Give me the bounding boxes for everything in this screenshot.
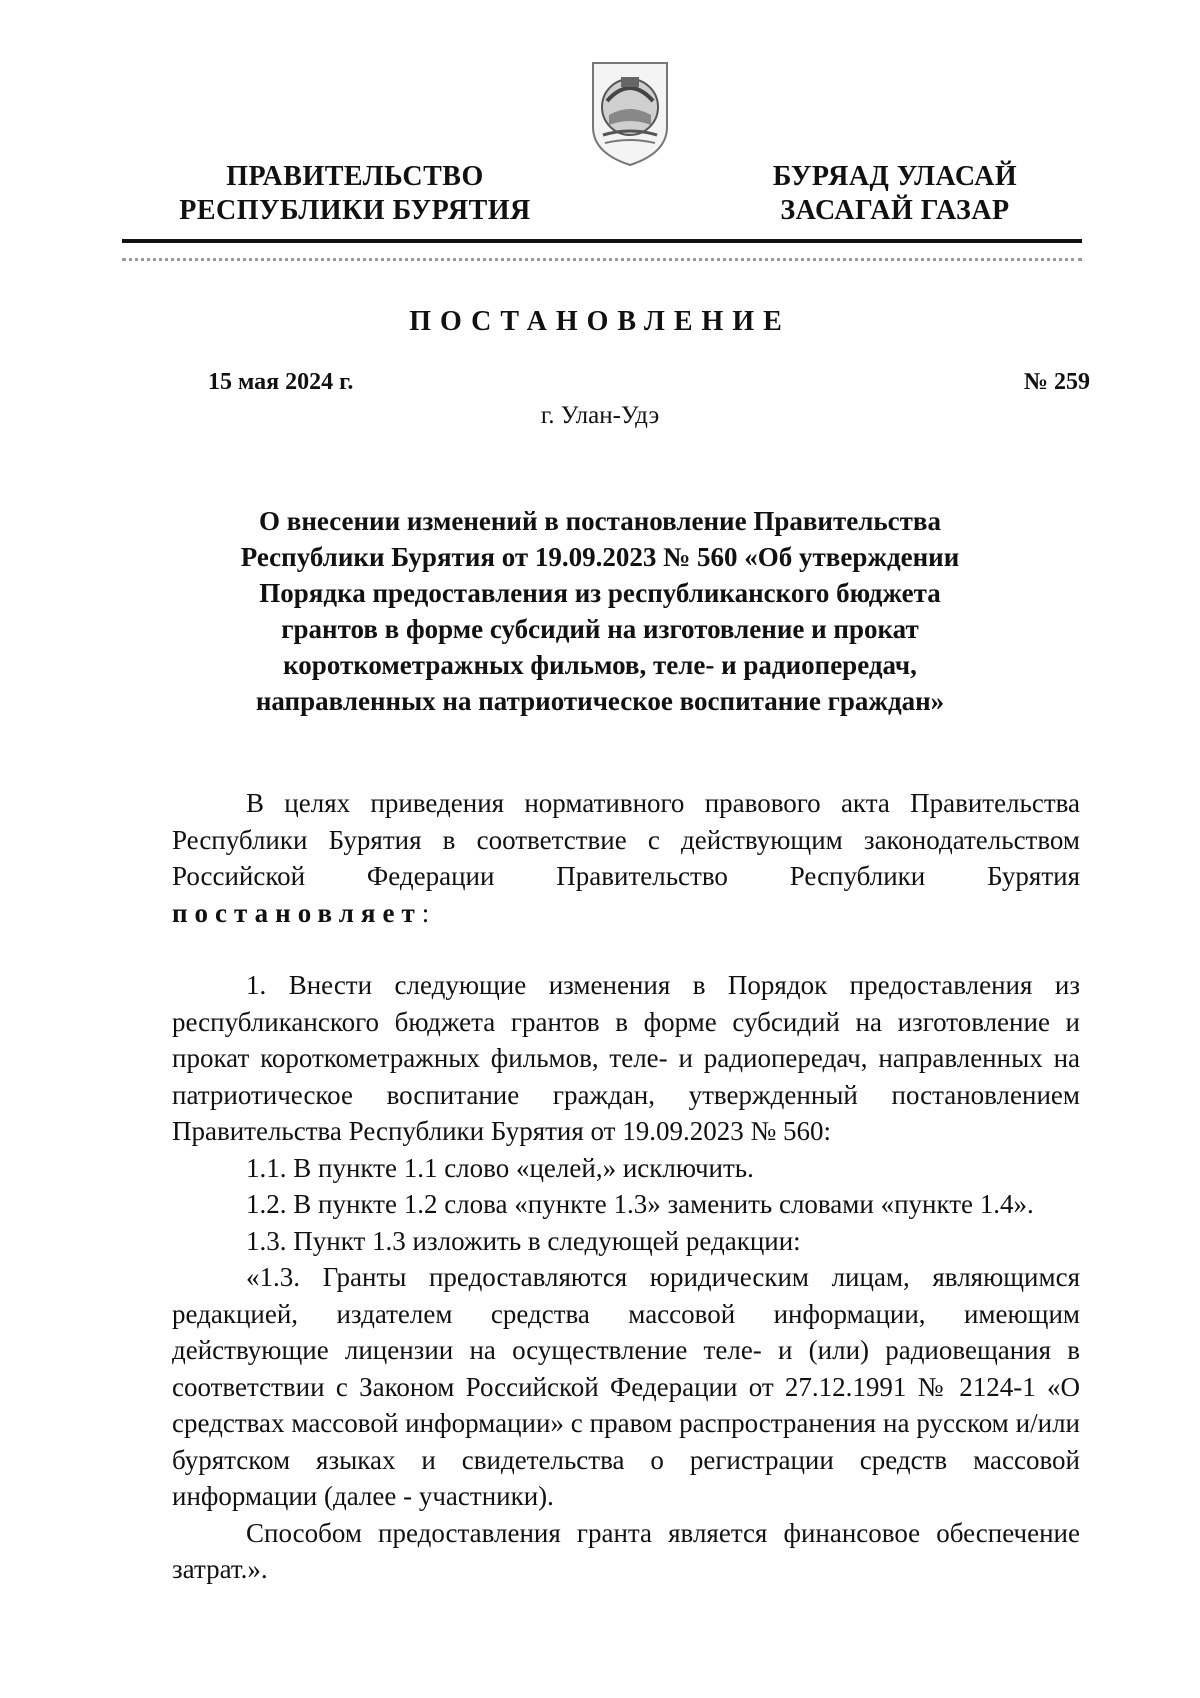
method-paragraph: Способом предоставления гранта является финансовое обеспечение затрат.».	[172, 1517, 1080, 1584]
item-1-2-paragraph: 1.2. В пункте 1.2 слова «пункте 1.3» заменить словами «пункте 1.4».	[246, 1189, 1034, 1219]
title-line: О внесении изменений в постановление Правительства	[259, 506, 941, 536]
title-line: грантов в форме субсидий на изготовление и прокат	[281, 614, 919, 644]
preamble-paragraph	[172, 785, 1080, 931]
document-number: № 259	[1023, 369, 1090, 395]
preamble-end: :	[421, 897, 430, 928]
title-line: направленных на патриотическое воспитание граждан»	[255, 686, 945, 716]
item-1-1-paragraph: 1.1. В пункте 1.1 слово «целей,» исключить.	[246, 1152, 754, 1183]
issuer-buryat-line1: БУРЯАД УЛАСАЙ	[772, 161, 1018, 192]
issuer-russian-line1: ПРАВИТЕЛЬСТВО	[226, 161, 484, 192]
issuer-buryat-line2: ЗАСАГАЙ ГАЗАР	[780, 195, 1010, 226]
quote-paragraph: «1.3. Гранты предоставляются юридическим лицам, являющимся редакцией, издателем средства массовой информации, имеющим действующие лицензии на осуществление теле- и (или) радиовещания в соответствии с Законом Российской Федерации от 27.12.1991 № 2124-1 «О средствах массовой информации» с правом распространения на русском и/или бурятском языках и свидетельства о регистрации средств массовой информации (далее - участники).	[172, 1262, 1080, 1511]
item-1-3-paragraph: 1.3. Пункт 1.3 изложить в следующей редакции:	[246, 1225, 801, 1256]
document-city: г. Улан-Удэ	[540, 402, 660, 429]
issuer-buryat	[745, 160, 1045, 228]
title-line: Республики Бурятия от 19.09.2023 № 560 «Об утверждении	[240, 542, 960, 572]
issuer-russian	[170, 160, 540, 228]
preamble-emphasis: постановляет	[172, 897, 422, 928]
coat-of-arms-emblem	[585, 57, 675, 169]
title-line: короткометражных фильмов, теле- и радиопередач,	[283, 650, 917, 680]
header-divider-thick	[122, 239, 1082, 243]
preamble-text: В целях приведения нормативного правового акта Правительства Республики Бурятия в соответствие с действующим законодательством Российской Федерации Правительство Республики Бурятия	[172, 788, 1080, 891]
header-divider-thin	[122, 258, 1082, 261]
document-title	[160, 503, 1040, 719]
document-date: 15 мая 2024 г.	[208, 369, 354, 395]
document-body	[172, 785, 1080, 1588]
document-type: ПОСТАНОВЛЕНИЕ	[409, 306, 791, 337]
issuer-russian-line2: РЕСПУБЛИКИ БУРЯТИЯ	[179, 195, 531, 226]
title-line: Порядка предоставления из республиканского бюджета	[259, 578, 941, 608]
item-1-paragraph: 1. Внести следующие изменения в Порядок предоставления из республиканского бюджета грантов в форме субсидий на изготовление и прокат короткометражных фильмов, теле- и радиопередач, направленных на патриотическое воспитание граждан, утвержденный постановлением Правительства Республики Бурятия от 19.09.2023 № 560:	[172, 970, 1080, 1146]
